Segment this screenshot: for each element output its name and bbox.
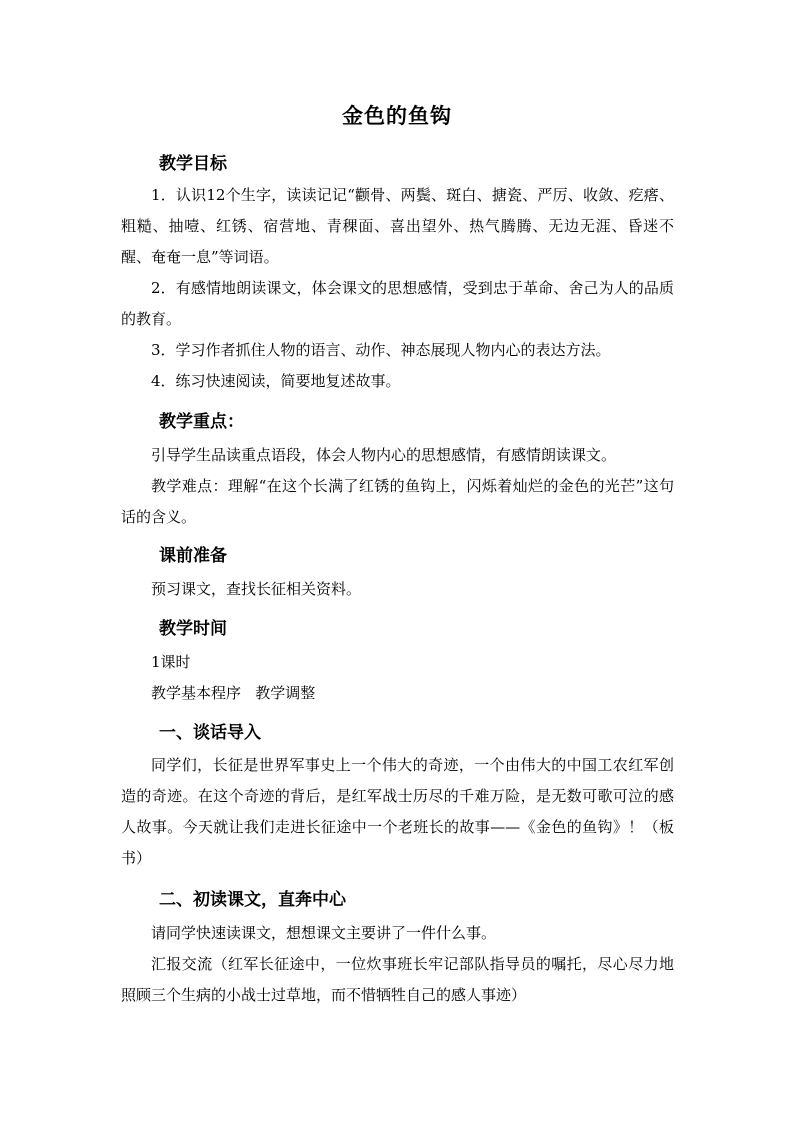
- paragraph: 4．练习快速阅读，简要地复述故事。: [151, 372, 401, 390]
- paragraph: 2．有感情地朗读课文，体会课文的思想感情，受到忠于革命、舍己为人的品质的教育。: [121, 279, 674, 328]
- paragraph: 同学们，长征是世界军事史上一个伟大的奇迹，一个由伟大的中国工农红军创造的奇迹。在这个奇迹的背后，是红军战士历尽的千难万险，是无数可歌可泣的感人故事。今天就让我们走进长征途中一个老班长的故事——《金色的鱼钩》！（板书）: [121, 756, 674, 867]
- heading-intro: 一、谈话导入: [159, 723, 261, 743]
- paragraph: 预习课文，查找长征相关资料。: [151, 580, 362, 598]
- document-title: 金色的鱼钩: [342, 104, 452, 128]
- preparation-block: [121, 574, 674, 605]
- intro-block: [121, 750, 674, 874]
- paragraph: 1课时: [151, 653, 191, 671]
- heading-key-points: 教学重点：: [159, 412, 244, 432]
- first-reading-block: [121, 918, 674, 1011]
- paragraph: 汇报交流（红军长征途中，一位炊事班长牢记部队指导员的嘱托，尽心尽力地照顾三个生病的小战士过草地，而不惜牺牲自己的感人事迹）: [121, 955, 674, 1004]
- paragraph: 3．学习作者抓住人物的语言、动作、神态展现人物内心的表达方法。: [151, 341, 611, 359]
- key-points-block: [121, 440, 674, 533]
- heading-time: 教学时间: [159, 619, 227, 639]
- heading-preparation: 课前准备: [159, 546, 227, 566]
- heading-first-reading: 二、初读课文，直奔中心: [159, 890, 346, 910]
- paragraph: 教学难点：理解“在这个长满了红锈的鱼钩上，闪烁着灿烂的金色的光芒”这句话的含义。: [121, 477, 674, 526]
- paragraph: 1．认识12个生字，读读记记“颧骨、两鬓、斑白、搪瓷、严厉、收敛、疙瘩、粗糙、抽噎、红锈、宿营地、青稞面、喜出望外、热气腾腾、无边无涯、昏迷不醒、奄奄一息”等词语。: [121, 186, 674, 266]
- paragraph: 教学基本程序 教学调整: [151, 684, 316, 702]
- heading-objectives: 教学目标: [159, 154, 227, 174]
- objectives-block: [121, 180, 674, 397]
- time-block: [121, 647, 674, 709]
- paragraph: 引导学生品读重点语段，体会人物内心的思想感情，有感情朗读课文。: [151, 446, 617, 464]
- paragraph: 请同学快速读课文，想想课文主要讲了一件什么事。: [151, 924, 497, 942]
